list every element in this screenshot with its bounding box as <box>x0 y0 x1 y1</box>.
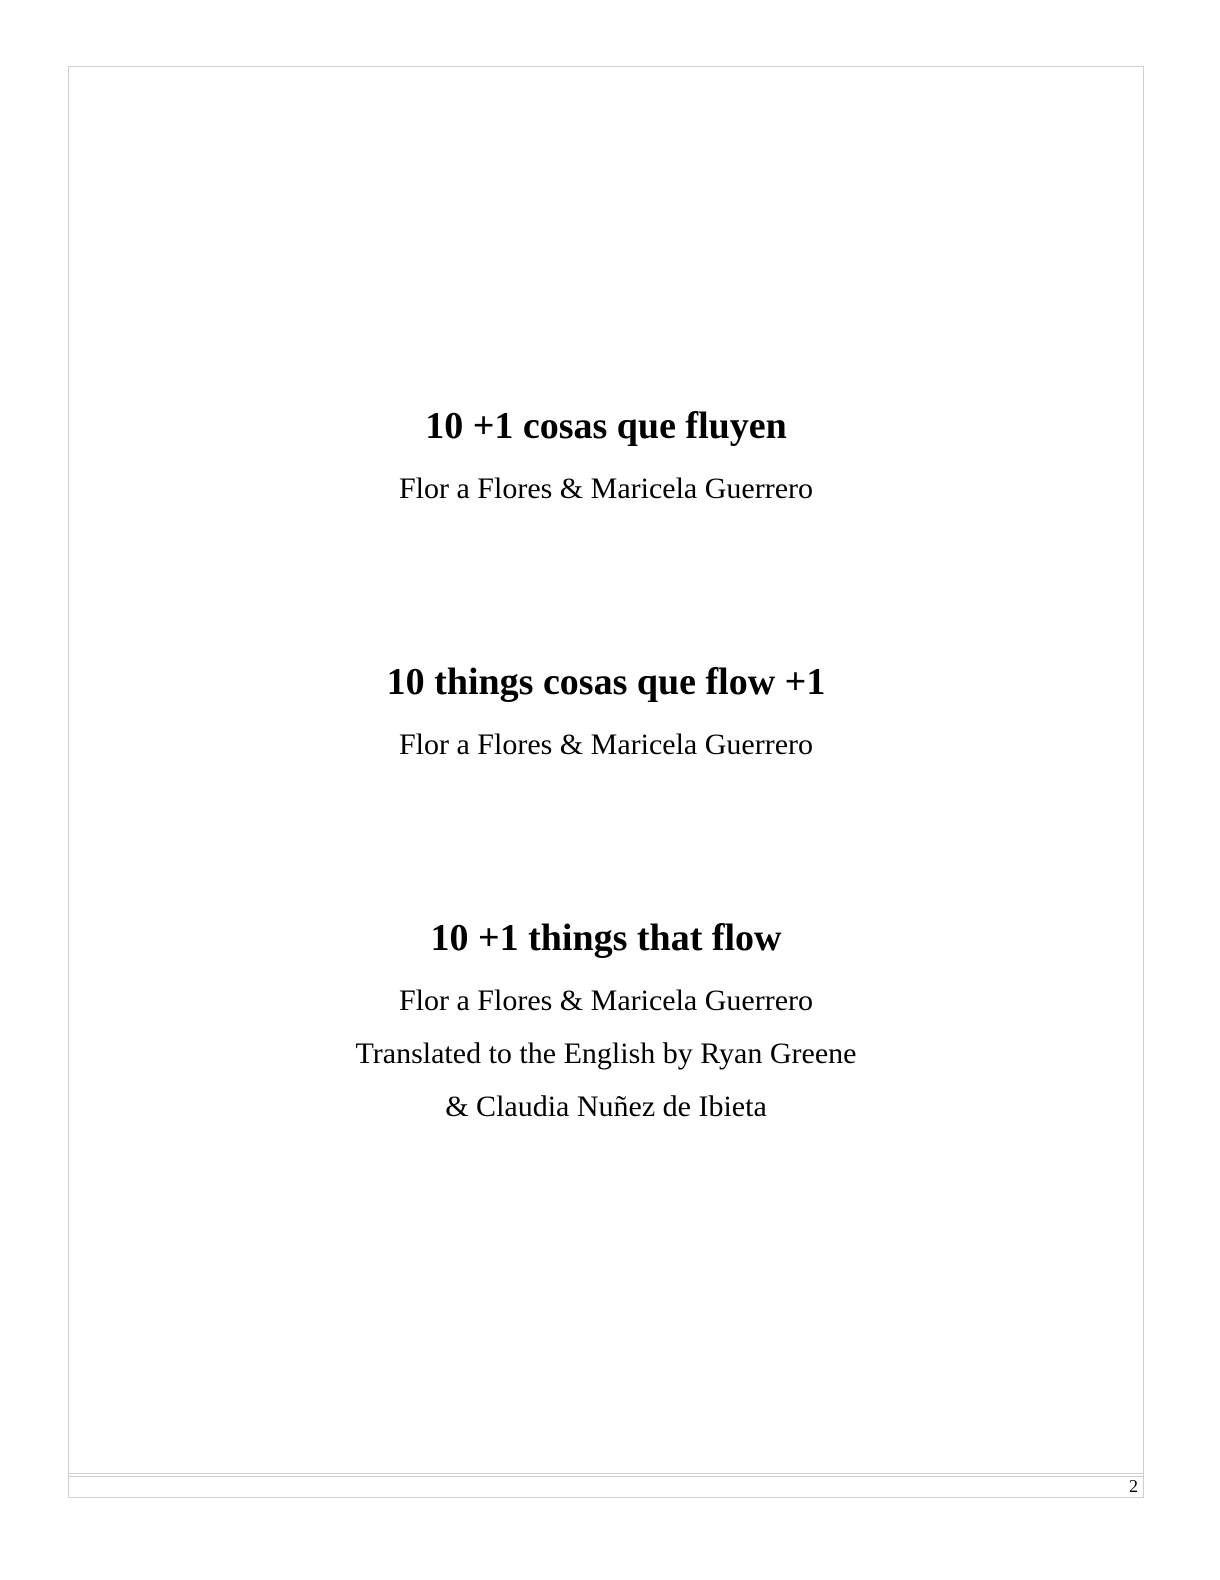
title-english: 10 +1 things that flow <box>430 917 782 959</box>
title-block-english <box>68 916 1144 1133</box>
page-number: 2 <box>1129 1476 1138 1496</box>
title-bilingual: 10 things cosas que flow +1 <box>386 661 826 703</box>
title-block-spanish <box>68 404 1144 515</box>
authors-english: Flor a Flores & Maricela Guerrero <box>398 984 814 1017</box>
title-block-bilingual <box>68 660 1144 771</box>
footer-rule <box>68 1473 1144 1477</box>
authors-bilingual: Flor a Flores & Maricela Guerrero <box>398 728 814 761</box>
translators-line-1: Translated to the English by Ryan Greene <box>355 1037 857 1070</box>
page-frame <box>68 66 1144 1498</box>
title-spanish: 10 +1 cosas que fluyen <box>425 405 787 447</box>
translators-line-2: & Claudia Nuñez de Ibieta <box>445 1090 767 1123</box>
authors-spanish: Flor a Flores & Maricela Guerrero <box>398 472 814 505</box>
